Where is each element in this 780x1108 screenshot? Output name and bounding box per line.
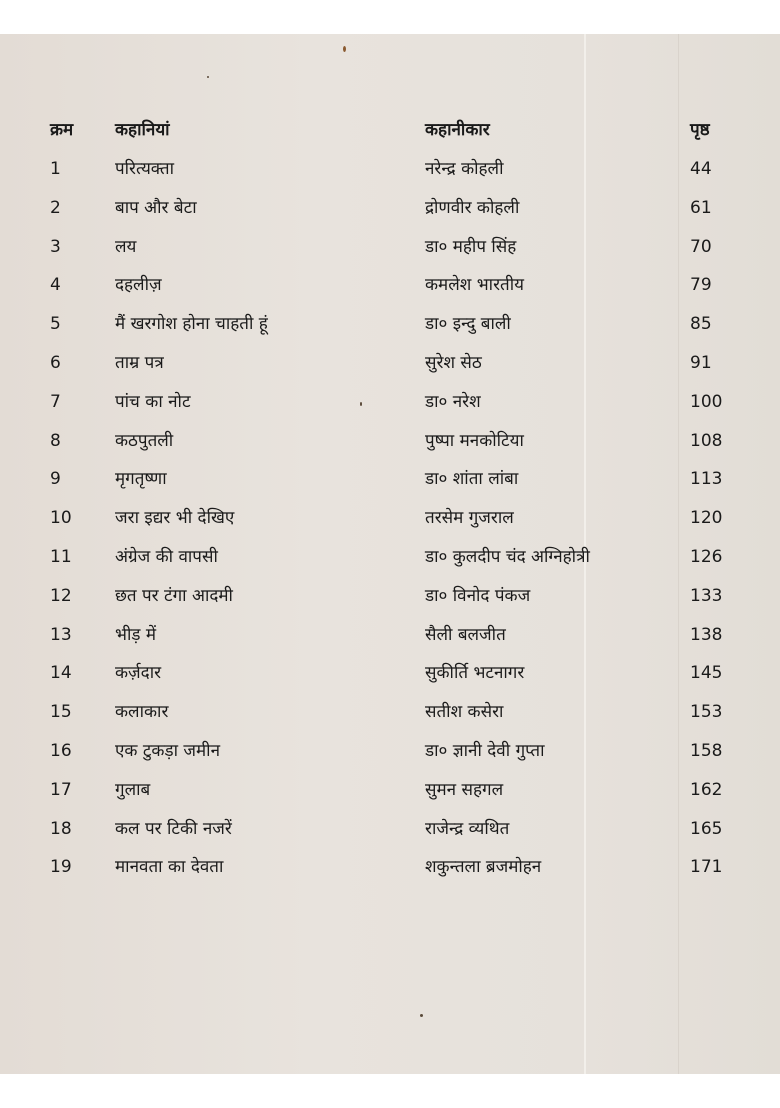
- entry-author: पुष्पा मनकोटिया: [425, 430, 524, 451]
- entry-page: 79: [690, 275, 712, 296]
- entry-title: ताम्र पत्र: [115, 353, 164, 373]
- entry-author: डा० नरेश: [425, 391, 481, 412]
- entry-page: 126: [690, 547, 723, 567]
- entry-page: 153: [690, 702, 723, 723]
- entry-page: 108: [690, 430, 723, 451]
- toc-entry: [0, 309, 780, 339]
- ink-speck: [420, 1014, 423, 1017]
- entry-author: डा० कुलदीप चंद अग्निहोत्री: [425, 547, 590, 567]
- header-page: पृष्ठ: [690, 120, 710, 140]
- entry-number: 12: [50, 585, 72, 606]
- entry-number: 17: [50, 779, 72, 800]
- toc-header-row: [0, 115, 780, 145]
- entry-title: गुलाब: [115, 779, 151, 800]
- entry-number: 5: [50, 314, 61, 335]
- entry-number: 4: [50, 275, 61, 296]
- entry-page: 100: [690, 391, 723, 412]
- entry-page: 145: [690, 663, 723, 684]
- toc-entry: [0, 426, 780, 456]
- entry-number: 13: [50, 624, 72, 645]
- entry-author: डा० इन्दु बाली: [425, 314, 511, 335]
- entry-title: कर्ज़दार: [115, 663, 162, 684]
- entry-number: 9: [50, 469, 61, 490]
- entry-title: दहलीज़: [115, 275, 162, 296]
- toc-entry: [0, 270, 780, 300]
- entry-author: सुरेश सेठ: [425, 353, 482, 373]
- toc-entry: [0, 387, 780, 417]
- entry-page: 158: [690, 741, 723, 761]
- entry-title: बाप और बेटा: [115, 197, 197, 218]
- toc-entry: [0, 154, 780, 184]
- toc-entry: [0, 620, 780, 650]
- entry-page: 61: [690, 197, 712, 218]
- entry-title: कलाकार: [115, 702, 169, 723]
- entry-page: 133: [690, 585, 723, 606]
- entry-number: 15: [50, 702, 72, 723]
- entry-title: जरा इद्यर भी देखिए: [115, 508, 235, 529]
- entry-title: मैं खरगोश होना चाहती हूं: [115, 314, 268, 335]
- entry-number: 1: [50, 159, 61, 179]
- entry-page: 70: [690, 236, 712, 257]
- entry-title: परित्यक्ता: [115, 159, 175, 179]
- header-author: कहानीकार: [425, 120, 490, 140]
- entry-author: शकुन्तला ब्रजमोहन: [425, 857, 542, 878]
- entry-title: छत पर टंगा आदमी: [115, 585, 233, 606]
- entry-author: कमलेश भारतीय: [425, 275, 524, 296]
- entry-page: 85: [690, 314, 712, 335]
- entry-author: डा० ज्ञानी देवी गुप्ता: [425, 741, 545, 761]
- entry-page: 120: [690, 508, 723, 529]
- entry-title: लय: [115, 236, 137, 257]
- ink-speck: [343, 46, 346, 52]
- entry-title: अंग्रेज की वापसी: [115, 547, 218, 567]
- toc-entry: [0, 581, 780, 611]
- entry-page: 138: [690, 624, 723, 645]
- entry-author: डा० विनोद पंकज: [425, 585, 531, 606]
- entry-author: तरसेम गुजराल: [425, 508, 514, 529]
- entry-title: पांच का नोट: [115, 391, 191, 412]
- toc-entry: [0, 775, 780, 805]
- entry-page: 171: [690, 857, 723, 878]
- entry-number: 14: [50, 663, 72, 684]
- toc-entry: [0, 348, 780, 378]
- toc-entry: [0, 193, 780, 223]
- entry-author: डा० महीप सिंह: [425, 236, 517, 257]
- entry-title: मानवता का देवता: [115, 857, 224, 878]
- toc-entry: [0, 464, 780, 494]
- entry-number: 6: [50, 353, 61, 373]
- entry-number: 18: [50, 818, 72, 839]
- entry-title: कल पर टिकी नजरें: [115, 818, 232, 839]
- header-number: क्रम: [50, 120, 74, 140]
- entry-page: 162: [690, 779, 723, 800]
- toc-entry: [0, 232, 780, 262]
- entry-number: 3: [50, 236, 61, 257]
- entry-author: राजेन्द्र व्यथित: [425, 818, 510, 839]
- entry-author: द्रोणवीर कोहली: [425, 197, 520, 218]
- entry-author: सैली बलजीत: [425, 624, 506, 645]
- toc-entry: [0, 814, 780, 844]
- entry-title: एक टुकड़ा जमीन: [115, 741, 221, 761]
- entry-page: 44: [690, 159, 712, 179]
- toc-entry: [0, 736, 780, 766]
- entry-title: भीड़ में: [115, 624, 157, 645]
- entry-author: सतीश कसेरा: [425, 702, 504, 723]
- entry-page: 165: [690, 818, 723, 839]
- entry-number: 8: [50, 430, 61, 451]
- entry-number: 10: [50, 508, 72, 529]
- toc-entry: [0, 658, 780, 688]
- header-title: कहानियां: [115, 120, 170, 140]
- entry-number: 2: [50, 197, 61, 218]
- entry-page: 91: [690, 353, 712, 373]
- entry-title: मृगतृष्णा: [115, 469, 167, 490]
- entry-page: 113: [690, 469, 723, 490]
- toc-entry: [0, 697, 780, 727]
- entry-number: 16: [50, 741, 72, 761]
- ink-speck: [207, 76, 209, 78]
- toc-entry: [0, 542, 780, 572]
- entry-author: डा० शांता लांबा: [425, 469, 519, 490]
- entry-author: सुमन सहगल: [425, 779, 504, 800]
- entry-title: कठपुतली: [115, 430, 174, 451]
- entry-number: 19: [50, 857, 72, 878]
- entry-author: सुकीर्ति भटनागर: [425, 663, 525, 684]
- entry-number: 7: [50, 391, 61, 412]
- toc-entry: [0, 503, 780, 533]
- entry-author: नरेन्द्र कोहली: [425, 159, 504, 179]
- toc-entry: [0, 852, 780, 882]
- entry-number: 11: [50, 547, 72, 567]
